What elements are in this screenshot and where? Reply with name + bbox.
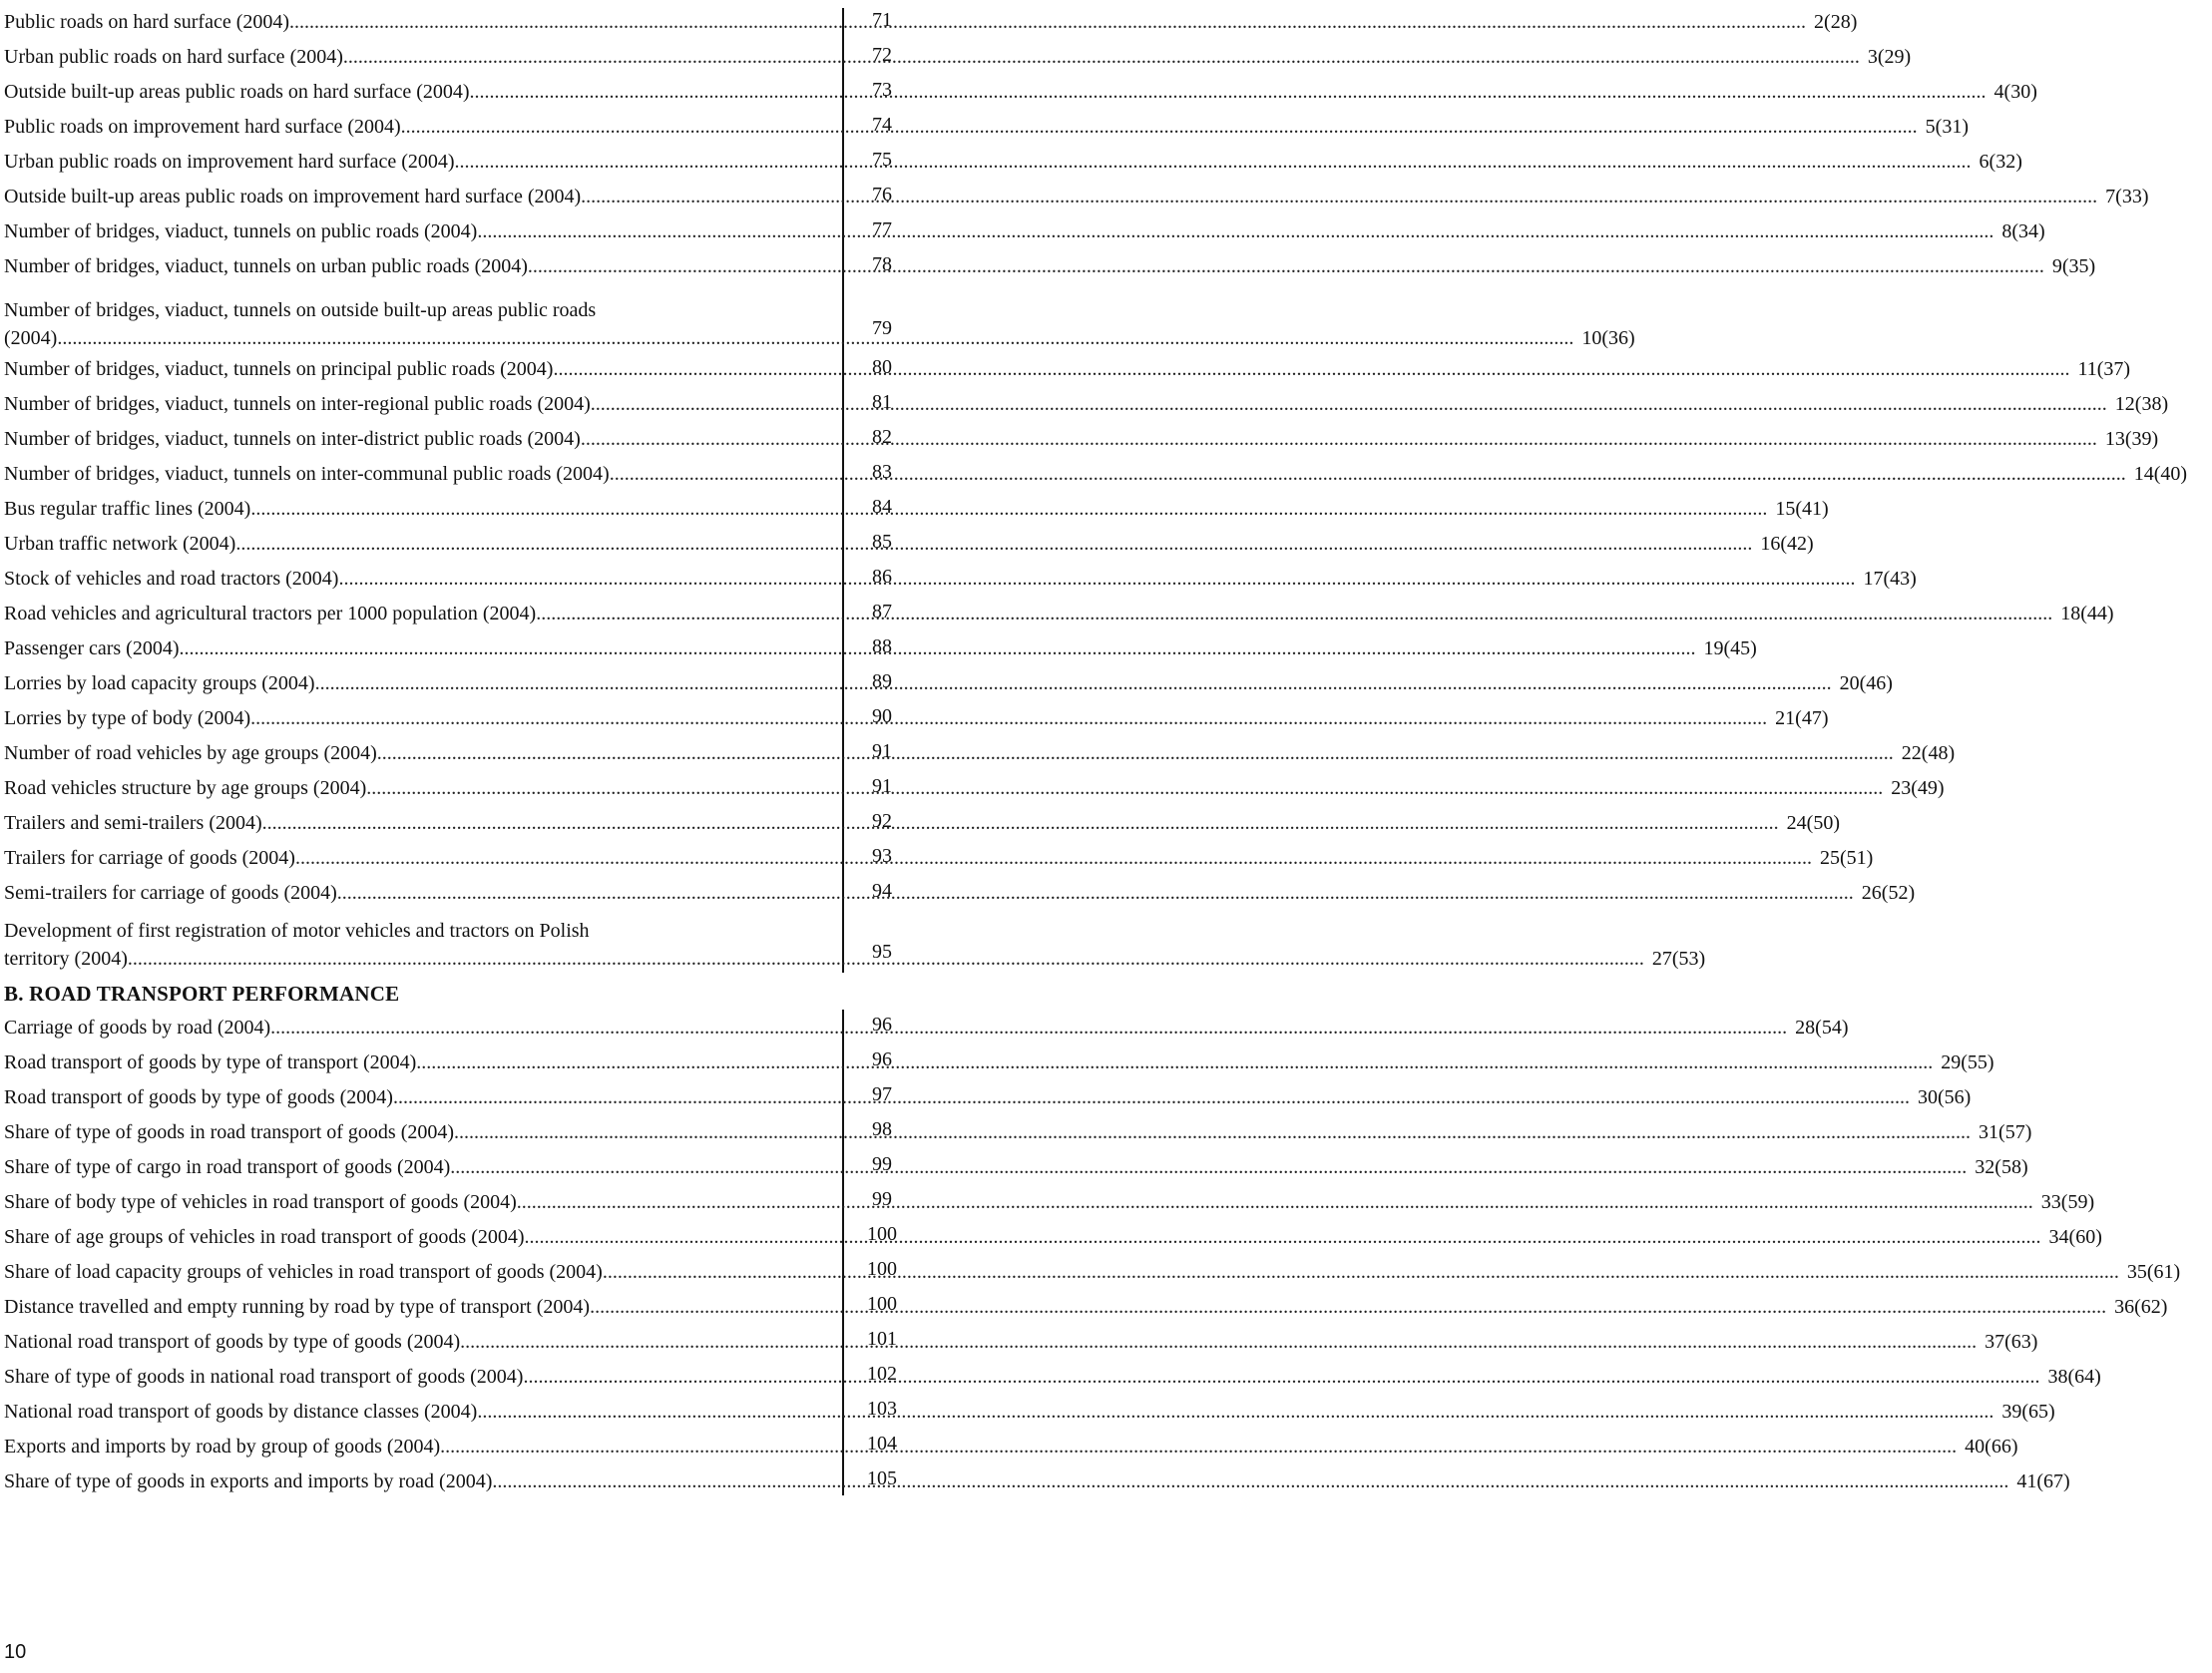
toc-entry-page-number: 79 xyxy=(872,317,892,339)
dot-leader xyxy=(581,425,2097,453)
dot-leader xyxy=(525,1223,2041,1251)
toc-entry-table-number: 7(33) xyxy=(2105,186,2149,208)
dot-leader xyxy=(536,600,2052,627)
toc-entry-table-number: 32(58) xyxy=(1975,1156,2028,1178)
dot-leader xyxy=(460,1328,1977,1356)
toc-entry-page-number: 100 xyxy=(867,1258,897,1280)
toc-entry-title: Share of body type of vehicles in road transport of goods (2004) xyxy=(4,1191,517,1213)
toc-entry-table-number: 15(41) xyxy=(1775,498,1829,520)
toc-entry-page-number: 94 xyxy=(872,880,892,902)
toc-entry-table-number: 23(49) xyxy=(1891,777,1945,799)
toc-entry-title: Road vehicles and agricultural tractors per 1000 population (2004) xyxy=(4,603,537,625)
toc-entry-table-number: 18(44) xyxy=(2060,603,2114,625)
dot-leader xyxy=(289,8,1806,36)
toc-entry-page-number: 84 xyxy=(872,496,892,518)
dot-leader xyxy=(454,1118,1971,1146)
toc-entry-table-number: 35(61) xyxy=(2126,1261,2181,1283)
toc-entry-title: Share of age groups of vehicles in road transport of goods (2004) xyxy=(4,1226,525,1248)
toc-entry-table-number: 19(45) xyxy=(1703,637,1757,659)
toc-entry-title: Exports and imports by road by group of goods (2004) xyxy=(4,1436,441,1458)
toc-entry-title: territory (2004) xyxy=(4,948,128,970)
toc-entry-title: Number of road vehicles by age groups (2004) xyxy=(4,742,377,764)
dot-leader xyxy=(338,565,1855,593)
dot-leader xyxy=(603,1258,2119,1286)
toc-entry-title: Road transport of goods by type of transport (2004) xyxy=(4,1051,417,1073)
dot-leader xyxy=(180,634,1696,662)
toc-entry-page-number: 72 xyxy=(872,44,892,66)
dot-leader xyxy=(581,183,2097,210)
dot-leader xyxy=(590,1293,2106,1321)
toc-entry-page-number: 95 xyxy=(872,941,892,963)
toc-entry-table-number: 28(54) xyxy=(1795,1017,1849,1039)
toc-entry-table-number: 10(36) xyxy=(1581,327,1635,349)
toc-entry-title: (2004) xyxy=(4,327,58,349)
dot-leader xyxy=(528,252,2044,280)
toc-entry-page-number: 75 xyxy=(872,149,892,171)
toc-entry-table-number: 22(48) xyxy=(1901,742,1956,764)
toc-entry-page-number: 99 xyxy=(872,1153,892,1175)
toc-entry-title: Share of type of cargo in road transport of goods (2004) xyxy=(4,1156,451,1178)
toc-entry-page-number: 90 xyxy=(872,705,892,727)
dot-leader xyxy=(250,704,1767,732)
toc-entry-page-number: 74 xyxy=(872,114,892,136)
toc-entry-title: Road transport of goods by type of goods (2004) xyxy=(4,1086,393,1108)
toc-entry-title: Stock of vehicles and road tractors (2004) xyxy=(4,568,339,590)
dot-leader xyxy=(416,1048,1933,1076)
toc-entry-title-line1: Number of bridges, viaduct, tunnels on outside built-up areas public roads xyxy=(4,299,597,321)
dot-leader xyxy=(440,1433,1957,1461)
dot-leader xyxy=(393,1083,1910,1111)
toc-entry-title: Number of bridges, viaduct, tunnels on inter-district public roads (2004) xyxy=(4,428,581,450)
toc-entry-page-number: 96 xyxy=(872,1014,892,1036)
dot-leader xyxy=(377,739,1894,767)
toc-entry-title: Share of type of goods in road transport of goods (2004) xyxy=(4,1121,455,1143)
dot-leader xyxy=(477,1398,1993,1426)
toc-entry-title: Distance travelled and empty running by road by type of transport (2004) xyxy=(4,1296,591,1318)
dot-leader xyxy=(315,669,1832,697)
dot-leader xyxy=(57,324,1573,352)
toc-entry-title: Bus regular traffic lines (2004) xyxy=(4,498,251,520)
dot-leader xyxy=(523,1363,2039,1391)
dot-leader xyxy=(337,879,1854,907)
toc-entry-page-number: 91 xyxy=(872,740,892,762)
toc-entry-title: Urban traffic network (2004) xyxy=(4,533,236,555)
toc-entry-table-number: 4(30) xyxy=(1993,81,2037,103)
toc-entry-table-number: 8(34) xyxy=(2001,220,2045,242)
toc-entry-table-number: 3(29) xyxy=(1867,46,1912,68)
toc-entry-page-number: 97 xyxy=(872,1083,892,1105)
toc-entry-page-number: 100 xyxy=(867,1223,897,1245)
toc-entry-page-number: 71 xyxy=(872,9,892,31)
toc-entry-page-number: 99 xyxy=(872,1188,892,1210)
toc-entry-table-number: 24(50) xyxy=(1786,812,1840,834)
dot-leader xyxy=(553,355,2069,383)
toc-entry-page-number: 73 xyxy=(872,79,892,101)
toc-entry-page-number: 89 xyxy=(872,670,892,692)
toc-entry-title: Semi-trailers for carriage of goods (2004) xyxy=(4,882,337,904)
toc-entry-page-number: 85 xyxy=(872,531,892,553)
dot-leader xyxy=(455,148,1972,176)
toc-entry-page-number: 91 xyxy=(872,775,892,797)
toc-entry-page-number: 88 xyxy=(872,635,892,657)
toc-entry-page-number: 81 xyxy=(872,391,892,413)
toc-entry-table-number: 37(63) xyxy=(1985,1331,2038,1353)
toc-entry-title: Number of bridges, viaduct, tunnels on inter-regional public roads (2004) xyxy=(4,393,591,415)
dot-leader xyxy=(262,809,1779,837)
toc-entry-page-number: 87 xyxy=(872,601,892,623)
toc-entry-title: Share of type of goods in exports and imports by road (2004) xyxy=(4,1470,493,1492)
toc-entry-table-number: 6(32) xyxy=(1979,151,2022,173)
toc-entry-title: Urban public roads on improvement hard surface (2004) xyxy=(4,151,455,173)
toc-entry-title: National road transport of goods by type of goods (2004) xyxy=(4,1331,461,1353)
toc-entry-title-line1: Development of first registration of motor vehicles and tractors on Polish xyxy=(4,920,590,942)
toc-entry-table-number: 12(38) xyxy=(2114,393,2169,415)
toc-entry-table-number: 36(62) xyxy=(2114,1296,2168,1318)
footer-page-number: 10 xyxy=(4,1641,27,1663)
dot-leader xyxy=(477,217,1993,245)
toc-entry-table-number: 5(31) xyxy=(1925,116,1969,138)
toc-entry-table-number: 9(35) xyxy=(2051,255,2096,277)
toc-entry-page-number: 77 xyxy=(872,218,892,240)
toc-entry-page-number: 103 xyxy=(867,1398,897,1420)
toc-entry-title: Carriage of goods by road (2004) xyxy=(4,1017,271,1039)
toc-entry-table-number: 29(55) xyxy=(1941,1051,1994,1073)
toc-entry-page-number: 100 xyxy=(867,1293,897,1315)
toc-entry-page-number: 80 xyxy=(872,356,892,378)
toc-entry-title: Public roads on improvement hard surface (2004) xyxy=(4,116,401,138)
toc-entry-title: Urban public roads on hard surface (2004) xyxy=(4,46,343,68)
toc-entry-table-number: 34(60) xyxy=(2048,1226,2102,1248)
toc-entry-table-number: 30(56) xyxy=(1917,1086,1972,1108)
toc-entry-table-number: 11(37) xyxy=(2077,358,2131,380)
toc-entry-table-number: 20(46) xyxy=(1839,672,1893,694)
toc-entry-table-number: 31(57) xyxy=(1979,1121,2032,1143)
toc-entry-table-number: 33(59) xyxy=(2040,1191,2095,1213)
dot-leader xyxy=(366,774,1883,802)
toc-entry-title: Number of bridges, viaduct, tunnels on urban public roads (2004) xyxy=(4,255,528,277)
dot-leader xyxy=(610,460,2126,488)
toc-entry-page-number: 96 xyxy=(872,1048,892,1070)
dot-leader xyxy=(343,43,1860,71)
toc-entry-page-number: 98 xyxy=(872,1118,892,1140)
toc-entry-title: Lorries by load capacity groups (2004) xyxy=(4,672,315,694)
toc-entry-page-number: 101 xyxy=(867,1328,897,1350)
toc-entry-table-number: 13(39) xyxy=(2104,428,2159,450)
toc-entry-title: Share of type of goods in national road transport of goods (2004) xyxy=(4,1366,524,1388)
toc-entry-title: Outside built-up areas public roads on improvement hard surface (2004) xyxy=(4,186,582,208)
toc-entry-title: Road vehicles structure by age groups (2004) xyxy=(4,777,367,799)
dot-leader xyxy=(270,1014,1787,1042)
toc-entry-table-number: 16(42) xyxy=(1760,533,1814,555)
toc-entry-table-number: 40(66) xyxy=(1965,1436,2018,1458)
toc-entry-table-number: 26(52) xyxy=(1861,882,1916,904)
toc-entry-table-number: 39(65) xyxy=(2001,1401,2055,1423)
toc-entry-table-number: 2(28) xyxy=(1814,11,1858,33)
toc-entry-table-number: 41(67) xyxy=(2016,1470,2070,1492)
toc-entry-page-number: 83 xyxy=(872,461,892,483)
toc-entry-title: Number of bridges, viaduct, tunnels on public roads (2004) xyxy=(4,220,478,242)
section-heading: B. ROAD TRANSPORT PERFORMANCE xyxy=(4,982,400,1006)
toc-entry-title: Number of bridges, viaduct, tunnels on inter-communal public roads (2004) xyxy=(4,463,610,485)
toc-entry-page-number: 82 xyxy=(872,426,892,448)
toc-entry-table-number: 38(64) xyxy=(2047,1366,2101,1388)
toc-entry-title: Trailers for carriage of goods (2004) xyxy=(4,847,295,869)
dot-leader xyxy=(401,113,1918,141)
toc-entry-table-number: 17(43) xyxy=(1863,568,1917,590)
toc-entry-table-number: 25(51) xyxy=(1819,847,1874,869)
dot-leader xyxy=(295,844,1812,872)
dot-leader xyxy=(517,1188,2033,1216)
dot-leader xyxy=(250,495,1767,523)
toc-entry-title: Trailers and semi-trailers (2004) xyxy=(4,812,262,834)
dot-leader xyxy=(470,78,1987,106)
toc-entry-page-number: 86 xyxy=(872,566,892,588)
toc-entry-title: Public roads on hard surface (2004) xyxy=(4,11,290,33)
toc-entry-title: National road transport of goods by distance classes (2004) xyxy=(4,1401,478,1423)
dot-leader xyxy=(591,390,2107,418)
toc-entry-page-number: 105 xyxy=(867,1467,897,1489)
toc-entry-table-number: 14(40) xyxy=(2133,463,2188,485)
toc-entry-page-number: 76 xyxy=(872,184,892,206)
toc-entry-page-number: 93 xyxy=(872,845,892,867)
toc-entry-title: Number of bridges, viaduct, tunnels on principal public roads (2004) xyxy=(4,358,554,380)
toc-entry-title: Outside built-up areas public roads on hard surface (2004) xyxy=(4,81,470,103)
toc-entry-title: Share of load capacity groups of vehicles in road transport of goods (2004) xyxy=(4,1261,603,1283)
toc-entry-title: Lorries by type of body (2004) xyxy=(4,707,251,729)
toc-entry-table-number: 21(47) xyxy=(1775,707,1829,729)
dot-leader xyxy=(235,530,1752,558)
toc-entry-page-number: 104 xyxy=(867,1433,897,1455)
dot-leader xyxy=(450,1153,1967,1181)
dot-leader xyxy=(492,1467,2008,1495)
toc-entry-page-number: 78 xyxy=(872,253,892,275)
toc-entry-table-number: 27(53) xyxy=(1651,948,1706,970)
toc-entry-page-number: 102 xyxy=(867,1363,897,1385)
toc-entry-title: Passenger cars (2004) xyxy=(4,637,180,659)
toc-entry-page-number: 92 xyxy=(872,810,892,832)
